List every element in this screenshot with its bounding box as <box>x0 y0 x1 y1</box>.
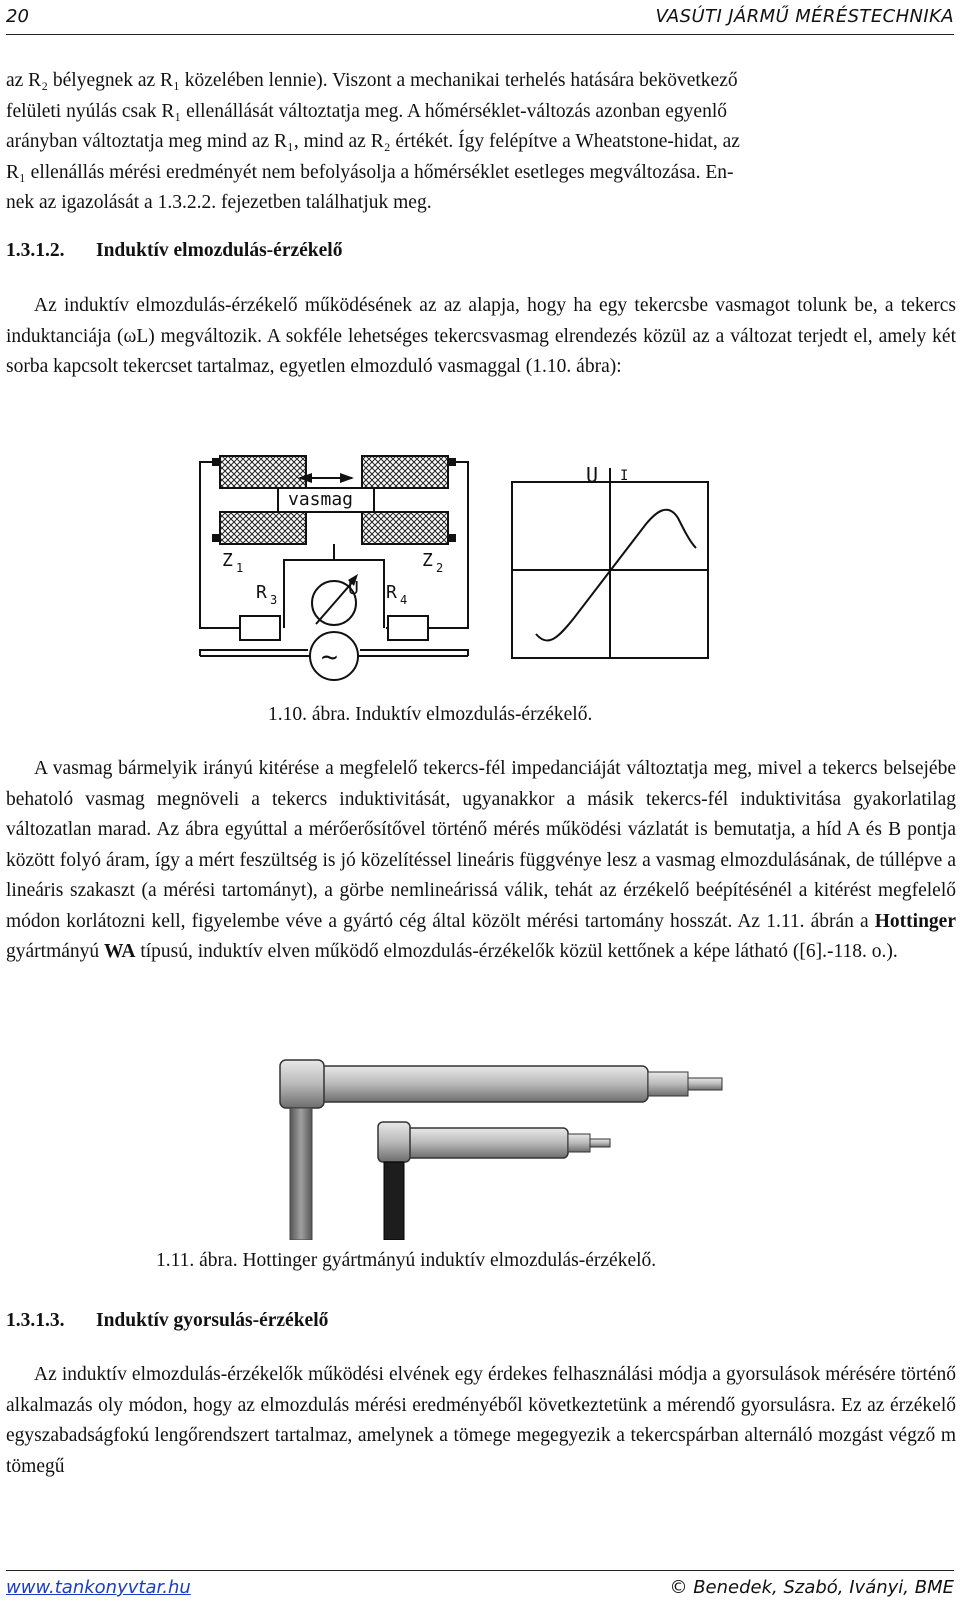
figure-caption: 1.11. ábra. Hottinger gyártmányú induktív elmozdulás-érzékelő. <box>156 1250 657 1271</box>
section-number: 1.3.1.2. <box>6 240 65 261</box>
intro-line: arányban változtatja meg mind az R₁, mind az R₂ értékét. Így felépítve a Wheatstone-hidat, az <box>6 131 740 152</box>
u-meter-label: U <box>348 578 359 599</box>
section-paragraph: Az induktív elmozdulás-érzékelők működési elvének egy érdekes felhasználási módja a gyorsulások mérésére történő alkalmazás oly módon, hogy az elmozdulás mérési eredményéből következtetünk a mérendő gyorsulásra. Ez az érzékelő egyszabadságfokú lengőrendszert tartalmaz, amelynek a tömege megegyezik a tekercspárban alternáló mozgást végző m tömegű <box>6 1364 956 1477</box>
intro-line: R₁ ellenállás mérési eredményét nem befolyásolja a hőmérséklet esetleges megváltozása. En- <box>6 161 734 183</box>
page-number: 20 <box>6 6 29 27</box>
graph-i-label: I <box>620 468 629 484</box>
graph-u-label: U <box>586 463 599 487</box>
z2-label: Z <box>422 550 433 571</box>
vasmag-label: vasmag <box>288 489 354 510</box>
resistor-r3 <box>240 616 280 640</box>
lower-sensor-cable <box>384 1162 404 1240</box>
sensor-photo <box>270 1040 740 1240</box>
r3-sub: 3 <box>270 593 278 607</box>
z1-sub: 1 <box>236 561 244 575</box>
footer-copyright: © Benedek, Szabó, Iványi, BME <box>669 1577 954 1598</box>
inductive-sensor-diagram <box>180 438 780 698</box>
r4-label: R <box>386 582 397 603</box>
section-title: Induktív elmozdulás-érzékelő <box>96 240 343 261</box>
upper-sensor-body <box>308 1066 648 1102</box>
coil-z1-top <box>220 456 306 488</box>
footer-link[interactable]: www.tankonyvtar.hu <box>6 1577 191 1598</box>
intro-paragraph <box>6 66 956 219</box>
intro-line: felületi nyúlás csak R₁ ellenállását változtatja meg. A hőmérséklet-változás azonban egyenlő <box>6 100 728 122</box>
body-paragraph: A vasmag bármelyik irányú kitérése a megfelelő tekercs-fél impedanciáját változtatja meg, mivel a tekercs belsejébe behatoló vasmag megnöveli a tekercs induktivitását, ugyanakkor a másik tekercs-fél induktivitása gyakorlatilag változatlan marad. Az ábra egyúttal a mérőerősítővel történő mérés működési vázlatát is bemutatja, a híd A és B pontja között folyó áram, így a mért feszültség is jó közelítéssel lineáris függvénye lesz a vasmag elmozdulásának, de túllépve a lineáris szakaszt (a mérési tartományt), a görbe nemlineárissá válik, tehát az érzékelő beépítésénél a kitérést megfelelő módon korlátozni kell, figyelembe véve a gyártó cég által közölt mérési tartomány hosszát. Az 1.11. ábrán a Hottinger gyártmányú WA típusú, induktív elven működő elmozdulás-érzékelők közül kettőnek a képe látható ([6].-118. o.). <box>6 758 956 962</box>
z2-sub: 2 <box>436 561 444 575</box>
coil-z1-bottom <box>220 512 306 544</box>
section-heading <box>6 240 342 262</box>
coil-z2-bottom <box>362 512 448 544</box>
lower-sensor-body <box>398 1128 568 1158</box>
section-title: Induktív gyorsulás-érzékelő <box>96 1310 329 1331</box>
source-symbol: ~ <box>321 640 338 673</box>
section-heading <box>6 1310 328 1332</box>
bold-text: Hottinger <box>874 910 956 932</box>
bold-text: WA <box>104 941 136 962</box>
z1-label: Z <box>222 550 233 571</box>
section-paragraph: Az induktív elmozdulás-érzékelő működésének az az alapja, hogy ha egy tekercsbe vasmagot tolunk be, a tekercs induktanciája (ωL) megváltozik. A sokféle lehetséges tekercsvasmag elrendezés közül az a változat terjedt el, amely két sorba kapcsolt tekercset tartalmaz, egyetlen elmozduló vasmaggal (1.10. ábra): <box>6 295 956 377</box>
section-number: 1.3.1.3. <box>6 1310 65 1331</box>
r3-label: R <box>256 582 267 603</box>
figure-caption: 1.10. ábra. Induktív elmozdulás-érzékelő. <box>268 704 593 725</box>
coil-z2-top <box>362 456 448 488</box>
r4-sub: 4 <box>400 593 408 607</box>
intro-line: az R₂ bélyegnek az R₁ közelében lennie). Viszont a mechanikai terhelés hatására bekövetkező <box>6 70 738 91</box>
page-header <box>6 0 954 35</box>
upper-sensor-cable <box>290 1108 312 1240</box>
resistor-r4 <box>388 616 428 640</box>
intro-line: nek az igazolását a 1.3.2.2. fejezetben találhatjuk meg. <box>6 192 432 213</box>
book-title: VASÚTI JÁRMŰ MÉRÉSTECHNIKA <box>655 6 954 27</box>
page-footer <box>6 1570 954 1605</box>
response-curve <box>536 510 696 641</box>
